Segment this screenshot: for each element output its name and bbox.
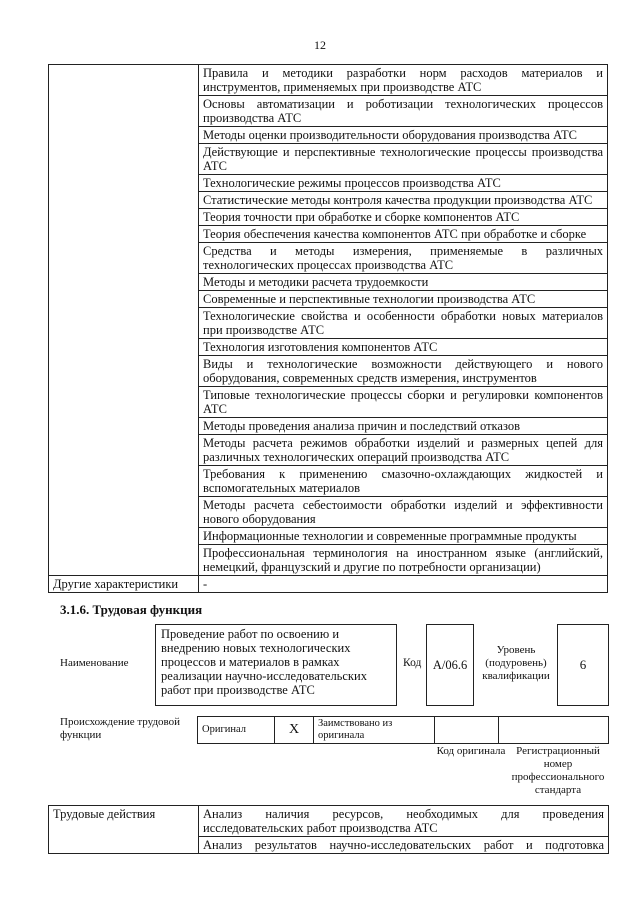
origin-label: Происхождение трудовой функции: [60, 716, 181, 741]
knowledge-item: Современные и перспективные технологии производства АТС: [199, 291, 608, 308]
origin-table: [197, 716, 609, 744]
action-row: Анализ результатов научно-исследовательских работ и подготовка: [199, 837, 609, 854]
code-caption: Код оригинала: [436, 745, 506, 757]
original-mark: X: [275, 717, 314, 744]
knowledge-item: Методы и методики расчета трудоемкости: [199, 274, 608, 291]
knowledge-item: Виды и технологические возможности действующего и нового оборудования, современных средств измерения, инструментов: [199, 356, 608, 387]
knowledge-item: Средства и методы измерения, применяемые в различных технологических процессах производства АТС: [199, 243, 608, 274]
level-box: 6: [557, 624, 609, 706]
knowledge-item: Методы оценки производительности оборудования производства АТС: [199, 127, 608, 144]
origin-reg-cell: [499, 717, 609, 744]
knowledge-label-cell: [49, 65, 199, 576]
knowledge-item: Теория точности при обработке и сборке компонентов АТС: [199, 209, 608, 226]
knowledge-item: Основы автоматизации и роботизации технологических процессов производства АТС: [199, 96, 608, 127]
function-name-box: Проведение работ по освоению и внедрению новых технологических процессов и материалов в рамках реализации научно-исследовательских работ при производстве АТС: [155, 624, 397, 706]
origin-code-cell: [435, 717, 499, 744]
actions-table: [48, 805, 609, 854]
knowledge-item: Методы расчета себестоимости обработки изделий и эффективности нового оборудования: [199, 497, 608, 528]
knowledge-item: Действующие и перспективные технологические процессы производства АТС: [199, 144, 608, 175]
action-row: Анализ наличия ресурсов, необходимых для проведения исследовательских работ производства АТС: [199, 806, 609, 837]
knowledge-item: Информационные технологии и современные программные продукты: [199, 528, 608, 545]
knowledge-item: Теория обеспечения качества компонентов АТС при обработке и сборке: [199, 226, 608, 243]
reg-caption: Регистрационный номер профессионального стандарта: [511, 745, 605, 796]
knowledge-item: Технологические режимы процессов производства АТС: [199, 175, 608, 192]
section-title: 3.1.6. Трудовая функция: [60, 602, 203, 617]
borrowed-label: Заимствовано из оригинала: [314, 717, 435, 744]
other-characteristics-value: -: [199, 576, 608, 593]
knowledge-item: Правила и методики разработки норм расходов материалов и инструментов, применяемых при производстве АТС: [199, 65, 608, 96]
knowledge-item: Требования к применению смазочно-охлаждающих жидкостей и вспомогательных материалов: [199, 466, 608, 497]
page-number: 12: [314, 38, 326, 52]
knowledge-item: Технология изготовления компонентов АТС: [199, 339, 608, 356]
actions-label: Трудовые действия: [49, 806, 199, 854]
level-label: Уровень (подуровень) квалификации: [482, 644, 550, 682]
code-label: Код: [403, 657, 422, 669]
knowledge-table: [48, 64, 608, 593]
knowledge-item: Профессиональная терминология на иностранном языке (английский, немецкий, французский и другие по потребности организации): [199, 545, 608, 576]
knowledge-item: Методы расчета режимов обработки изделий и размерных цепей для различных технологических операций производства АТС: [199, 435, 608, 466]
knowledge-item: Типовые технологические процессы сборки и регулировки компонентов АТС: [199, 387, 608, 418]
knowledge-item: Технологические свойства и особенности обработки новых материалов при производстве АТС: [199, 308, 608, 339]
name-label: Наименование: [60, 657, 129, 669]
knowledge-item: Методы проведения анализа причин и последствий отказов: [199, 418, 608, 435]
function-code-box: А/06.6: [426, 624, 474, 706]
knowledge-item: Статистические методы контроля качества продукции производства АТС: [199, 192, 608, 209]
other-characteristics-label: Другие характеристики: [49, 576, 199, 593]
original-label: Оригинал: [198, 717, 275, 744]
